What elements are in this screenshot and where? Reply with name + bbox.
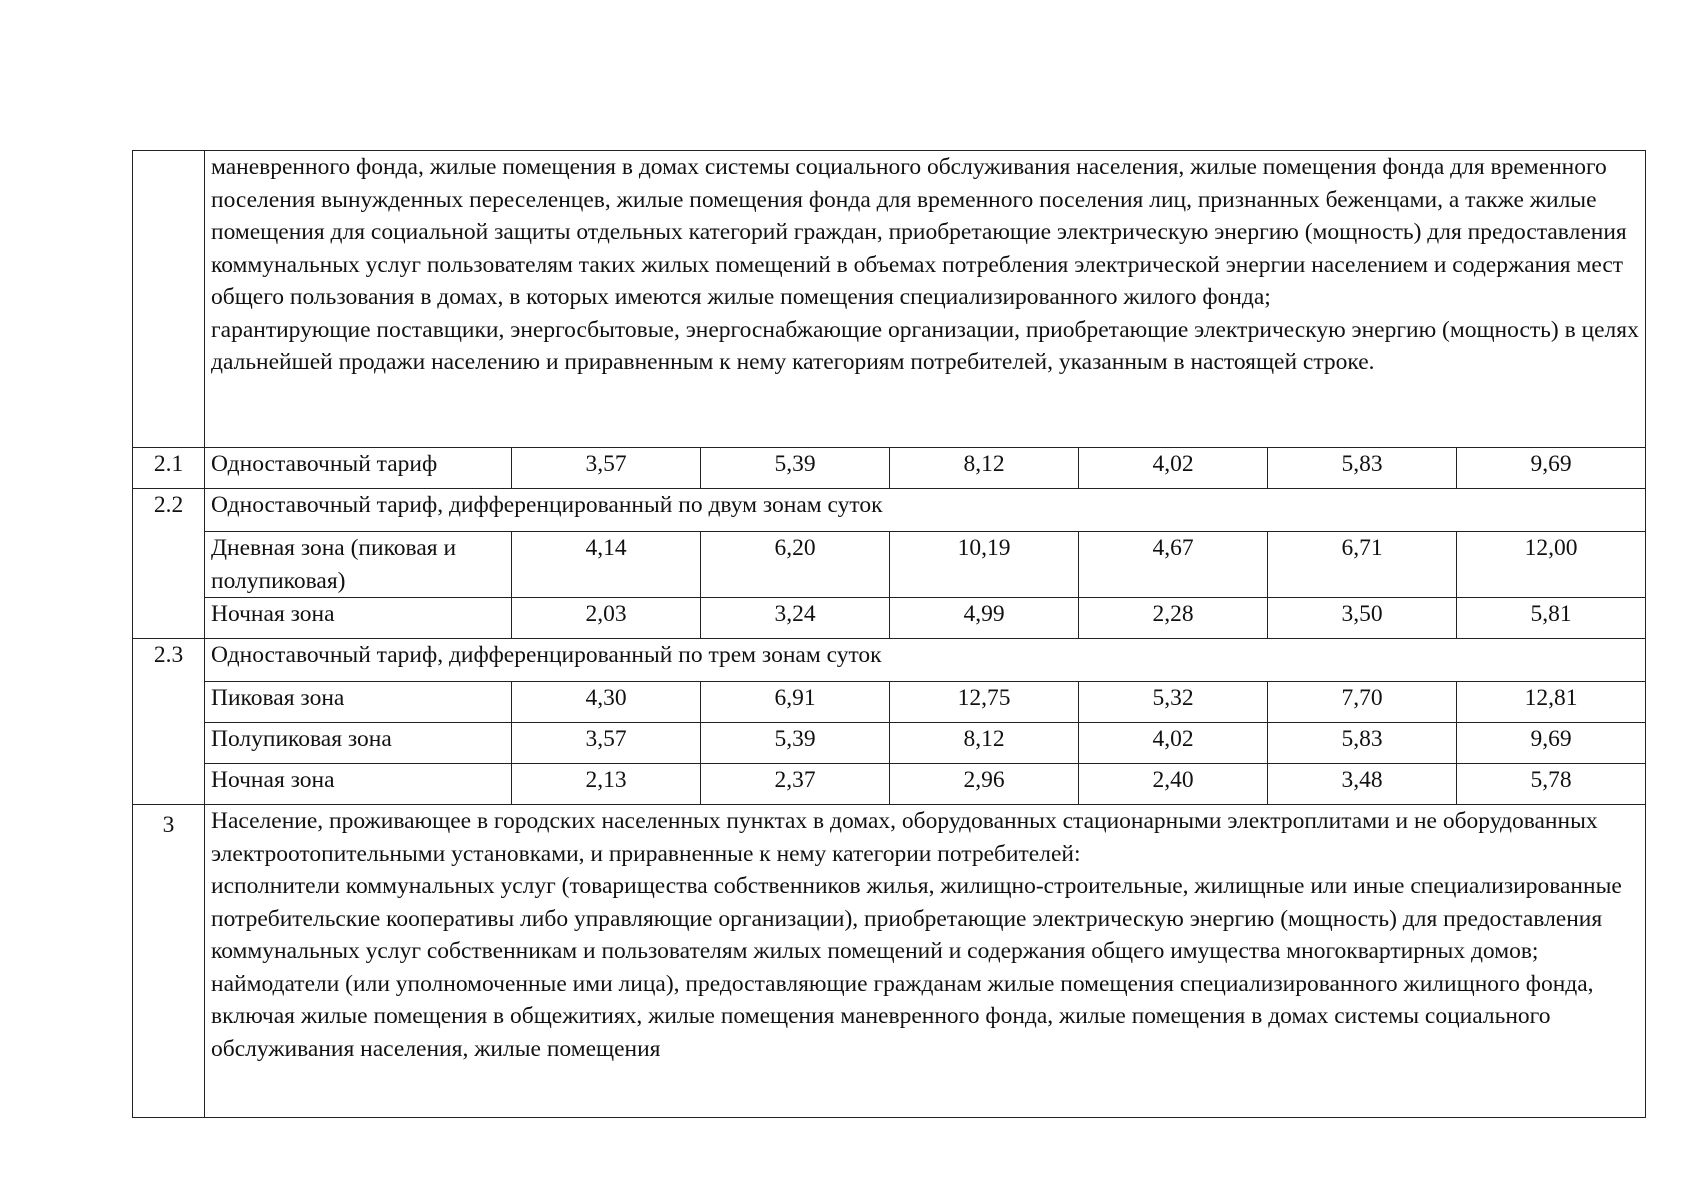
row-3-paragraph: Население, проживающее в городских населенных пунктах в домах, оборудованных стационарными электроплитами и не оборудованных электроотопительными установками, и приравненные к нему категории потребителей: — [211, 808, 1598, 867]
row-label: Дневная зона (пиковая и полупиковая) — [205, 532, 512, 598]
tariff-value: 6,91 — [701, 682, 890, 723]
tariff-value: 5,39 — [701, 448, 890, 489]
row-title: Одноставочный тариф, дифференцированный по двум зонам суток — [205, 489, 1646, 532]
tariff-value: 3,50 — [1268, 598, 1457, 639]
row-number: 2.2 — [133, 489, 205, 639]
tariff-value: 3,48 — [1268, 764, 1457, 805]
tariff-value: 10,19 — [890, 532, 1079, 598]
row-3-paragraph: исполнители коммунальных услуг (товарищества собственников жилья, жилищно-строительные, жилищные или иные специализированные потребительские кооперативы либо управляющие организации), приобретающие электрическую энергию (мощность) для предоставления коммунальных услуг собственникам и пользователям жилых помещений и содержания общего имущества многоквартирных домов; — [211, 873, 1622, 964]
tariff-value: 5,83 — [1268, 448, 1457, 489]
tariff-value: 4,67 — [1079, 532, 1268, 598]
tariff-value: 5,83 — [1268, 723, 1457, 764]
row-label: Ночная зона — [205, 598, 512, 639]
table-row-2-3-night — [133, 764, 1646, 805]
tariff-value: 9,69 — [1457, 448, 1646, 489]
table-row-2-3-peak — [133, 682, 1646, 723]
tariff-value: 12,00 — [1457, 532, 1646, 598]
table-row-3 — [133, 805, 1646, 1118]
continuation-row — [133, 151, 1646, 448]
tariff-value: 2,13 — [512, 764, 701, 805]
table-row-2-1 — [133, 448, 1646, 489]
tariff-value: 2,37 — [701, 764, 890, 805]
tariff-value: 2,03 — [512, 598, 701, 639]
tariff-value: 9,69 — [1457, 723, 1646, 764]
tariff-value: 3,24 — [701, 598, 890, 639]
table-row-2-2-title — [133, 489, 1646, 532]
row-label: Ночная зона — [205, 764, 512, 805]
row-title: Одноставочный тариф, дифференцированный по трем зонам суток — [205, 639, 1646, 682]
tariff-value: 8,12 — [890, 448, 1079, 489]
table-row-2-2-night — [133, 598, 1646, 639]
tariff-value: 5,81 — [1457, 598, 1646, 639]
row-label: Одноставочный тариф — [205, 448, 512, 489]
row-label: Полупиковая зона — [205, 723, 512, 764]
row-number: 2.3 — [133, 639, 205, 805]
tariff-value: 5,78 — [1457, 764, 1646, 805]
tariff-value: 2,28 — [1079, 598, 1268, 639]
tariff-value: 4,02 — [1079, 723, 1268, 764]
row-label: Пиковая зона — [205, 682, 512, 723]
continuation-paragraph: маневренного фонда, жилые помещения в домах системы социального обслуживания населения, жилые помещения фонда для временного поселения вынужденных переселенцев, жилые помещения фонда для временного поселения лиц, признанных беженцами, а также жилые помещения для социальной защиты отдельных категорий граждан, приобретающие электрическую энергию (мощность) для предоставления коммунальных услуг пользователям таких жилых помещений в объемах потребления электрической энергии населением и содержания мест общего пользования в домах, в которых имеются жилые помещения специализированного жилого фонда; — [211, 154, 1627, 310]
tariff-value: 4,30 — [512, 682, 701, 723]
row-number: 2.1 — [133, 448, 205, 489]
row-3-text-cell — [205, 805, 1646, 1118]
tariff-value: 4,02 — [1079, 448, 1268, 489]
continuation-paragraph: гарантирующие поставщики, энергосбытовые, энергоснабжающие организации, приобретающие электрическую энергию (мощность) в целях дальнейшей продажи населению и приравненным к нему категориям потребителей, указанным в настоящей строке. — [211, 316, 1639, 375]
tariff-value: 8,12 — [890, 723, 1079, 764]
tariff-value: 12,81 — [1457, 682, 1646, 723]
tariff-value: 5,39 — [701, 723, 890, 764]
tariff-value: 4,14 — [512, 532, 701, 598]
row-number: 3 — [133, 805, 205, 1118]
tariff-value: 2,96 — [890, 764, 1079, 805]
table-row-2-3-title — [133, 639, 1646, 682]
tariff-value: 3,57 — [512, 448, 701, 489]
continuation-num-cell — [133, 151, 205, 448]
row-3-paragraph: наймодатели (или уполномоченные ими лица), предоставляющие гражданам жилые помещения специализированного жилищного фонда, включая жилые помещения в общежитиях, жилые помещения маневренного фонда, жилые помещения в домах системы социального обслуживания населения, жилые помещения — [211, 970, 1594, 1062]
tariff-value: 12,75 — [890, 682, 1079, 723]
tariff-value: 5,32 — [1079, 682, 1268, 723]
tariff-value: 4,99 — [890, 598, 1079, 639]
tariff-value: 7,70 — [1268, 682, 1457, 723]
tariff-value: 6,71 — [1268, 532, 1457, 598]
table-row-2-2-day — [133, 532, 1646, 598]
tariff-value: 3,57 — [512, 723, 701, 764]
tariff-table — [132, 150, 1646, 1118]
tariff-value: 2,40 — [1079, 764, 1268, 805]
tariff-value: 6,20 — [701, 532, 890, 598]
continuation-text-cell — [205, 151, 1646, 448]
table-row-2-3-semipeak — [133, 723, 1646, 764]
